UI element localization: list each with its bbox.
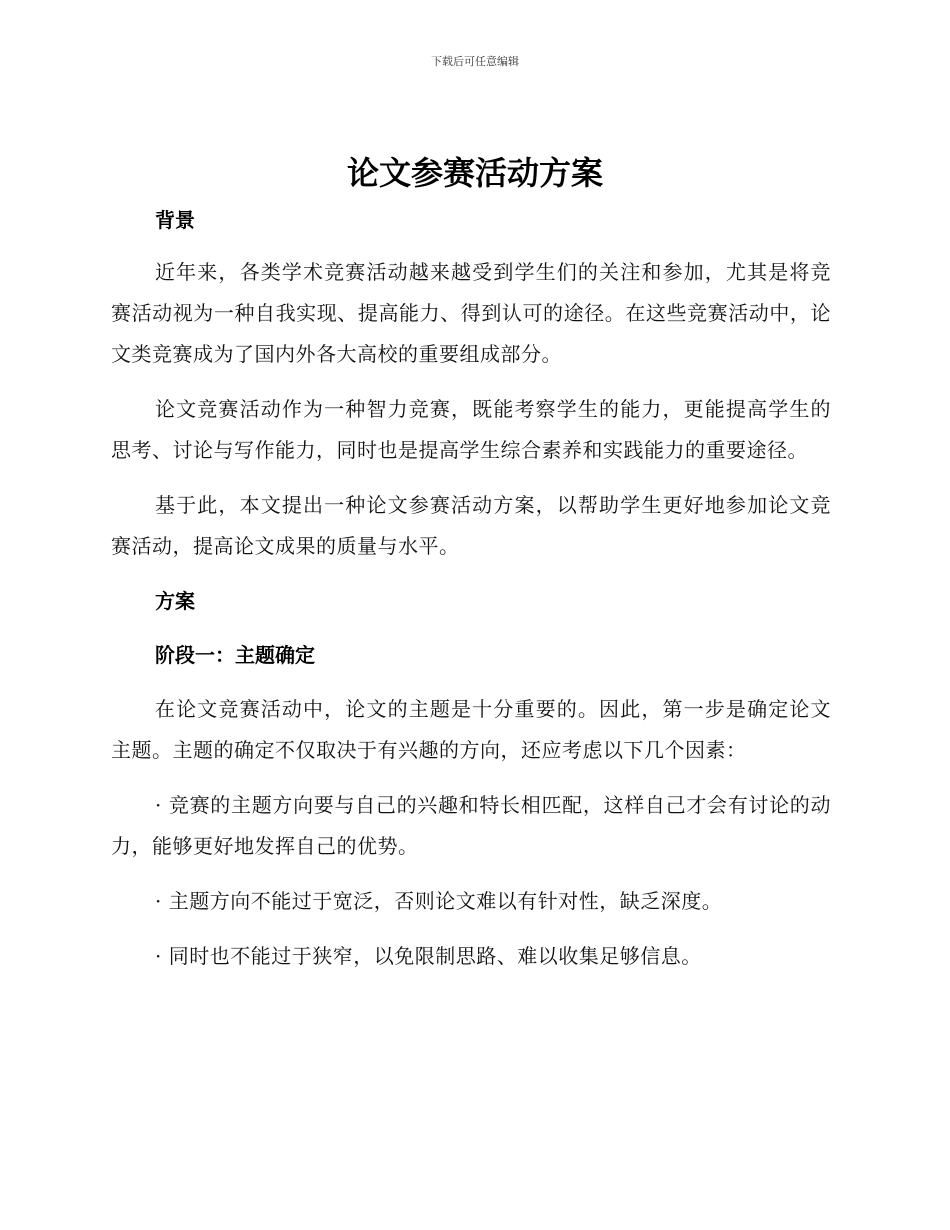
spacer [111, 867, 831, 881]
spacer [111, 375, 831, 389]
stage1-heading: 阶段一：主题确定 [155, 643, 315, 667]
bullet-item: · 竞赛的主题方向要与自己的兴趣和特长相匹配，这样自己才会有讨论的动力，能够更好地发挥自己的优势。 [111, 793, 831, 858]
spacer [111, 771, 831, 785]
document-body [111, 200, 831, 977]
spacer [111, 621, 831, 635]
spacer [111, 240, 831, 252]
paragraph-purpose: 论文竞赛活动作为一种智力竞赛，既能考察学生的能力，更能提高学生的思考、讨论与写作能力，同时也是提高学生综合素养和实践能力的重要途径。 [111, 397, 831, 462]
spacer [111, 471, 831, 485]
bullet-item: · 主题方向不能过于宽泛，否则论文难以有针对性，缺乏深度。 [155, 889, 723, 913]
header-note: 下载后可任意编辑 [431, 55, 519, 68]
spacer [111, 675, 831, 689]
document-title: 论文参赛活动方案 [346, 154, 603, 192]
paragraph-intro: 近年来，各类学术竞赛活动越来越受到学生们的关注和参加，尤其是将竞赛活动视为一种自我实现、提高能力、得到认可的途径。在这些竞赛活动中，论文类竞赛成为了国内外各大高校的重要组成部分。 [111, 260, 831, 366]
bullet-item: · 同时也不能过于狭窄，以免限制思路、难以收集足够信息。 [155, 944, 702, 968]
background-heading: 背景 [155, 208, 195, 232]
plan-heading: 方案 [155, 589, 195, 613]
paragraph-proposal: 基于此，本文提出一种论文参赛活动方案，以帮助学生更好地参加论文竞赛活动，提高论文成果的质量与水平。 [111, 493, 831, 558]
spacer [111, 922, 831, 936]
spacer [111, 567, 831, 581]
paragraph-topic: 在论文竞赛活动中，论文的主题是十分重要的。因此，第一步是确定论文主题。主题的确定不仅取决于有兴趣的方向，还应考虑以下几个因素： [111, 697, 831, 762]
